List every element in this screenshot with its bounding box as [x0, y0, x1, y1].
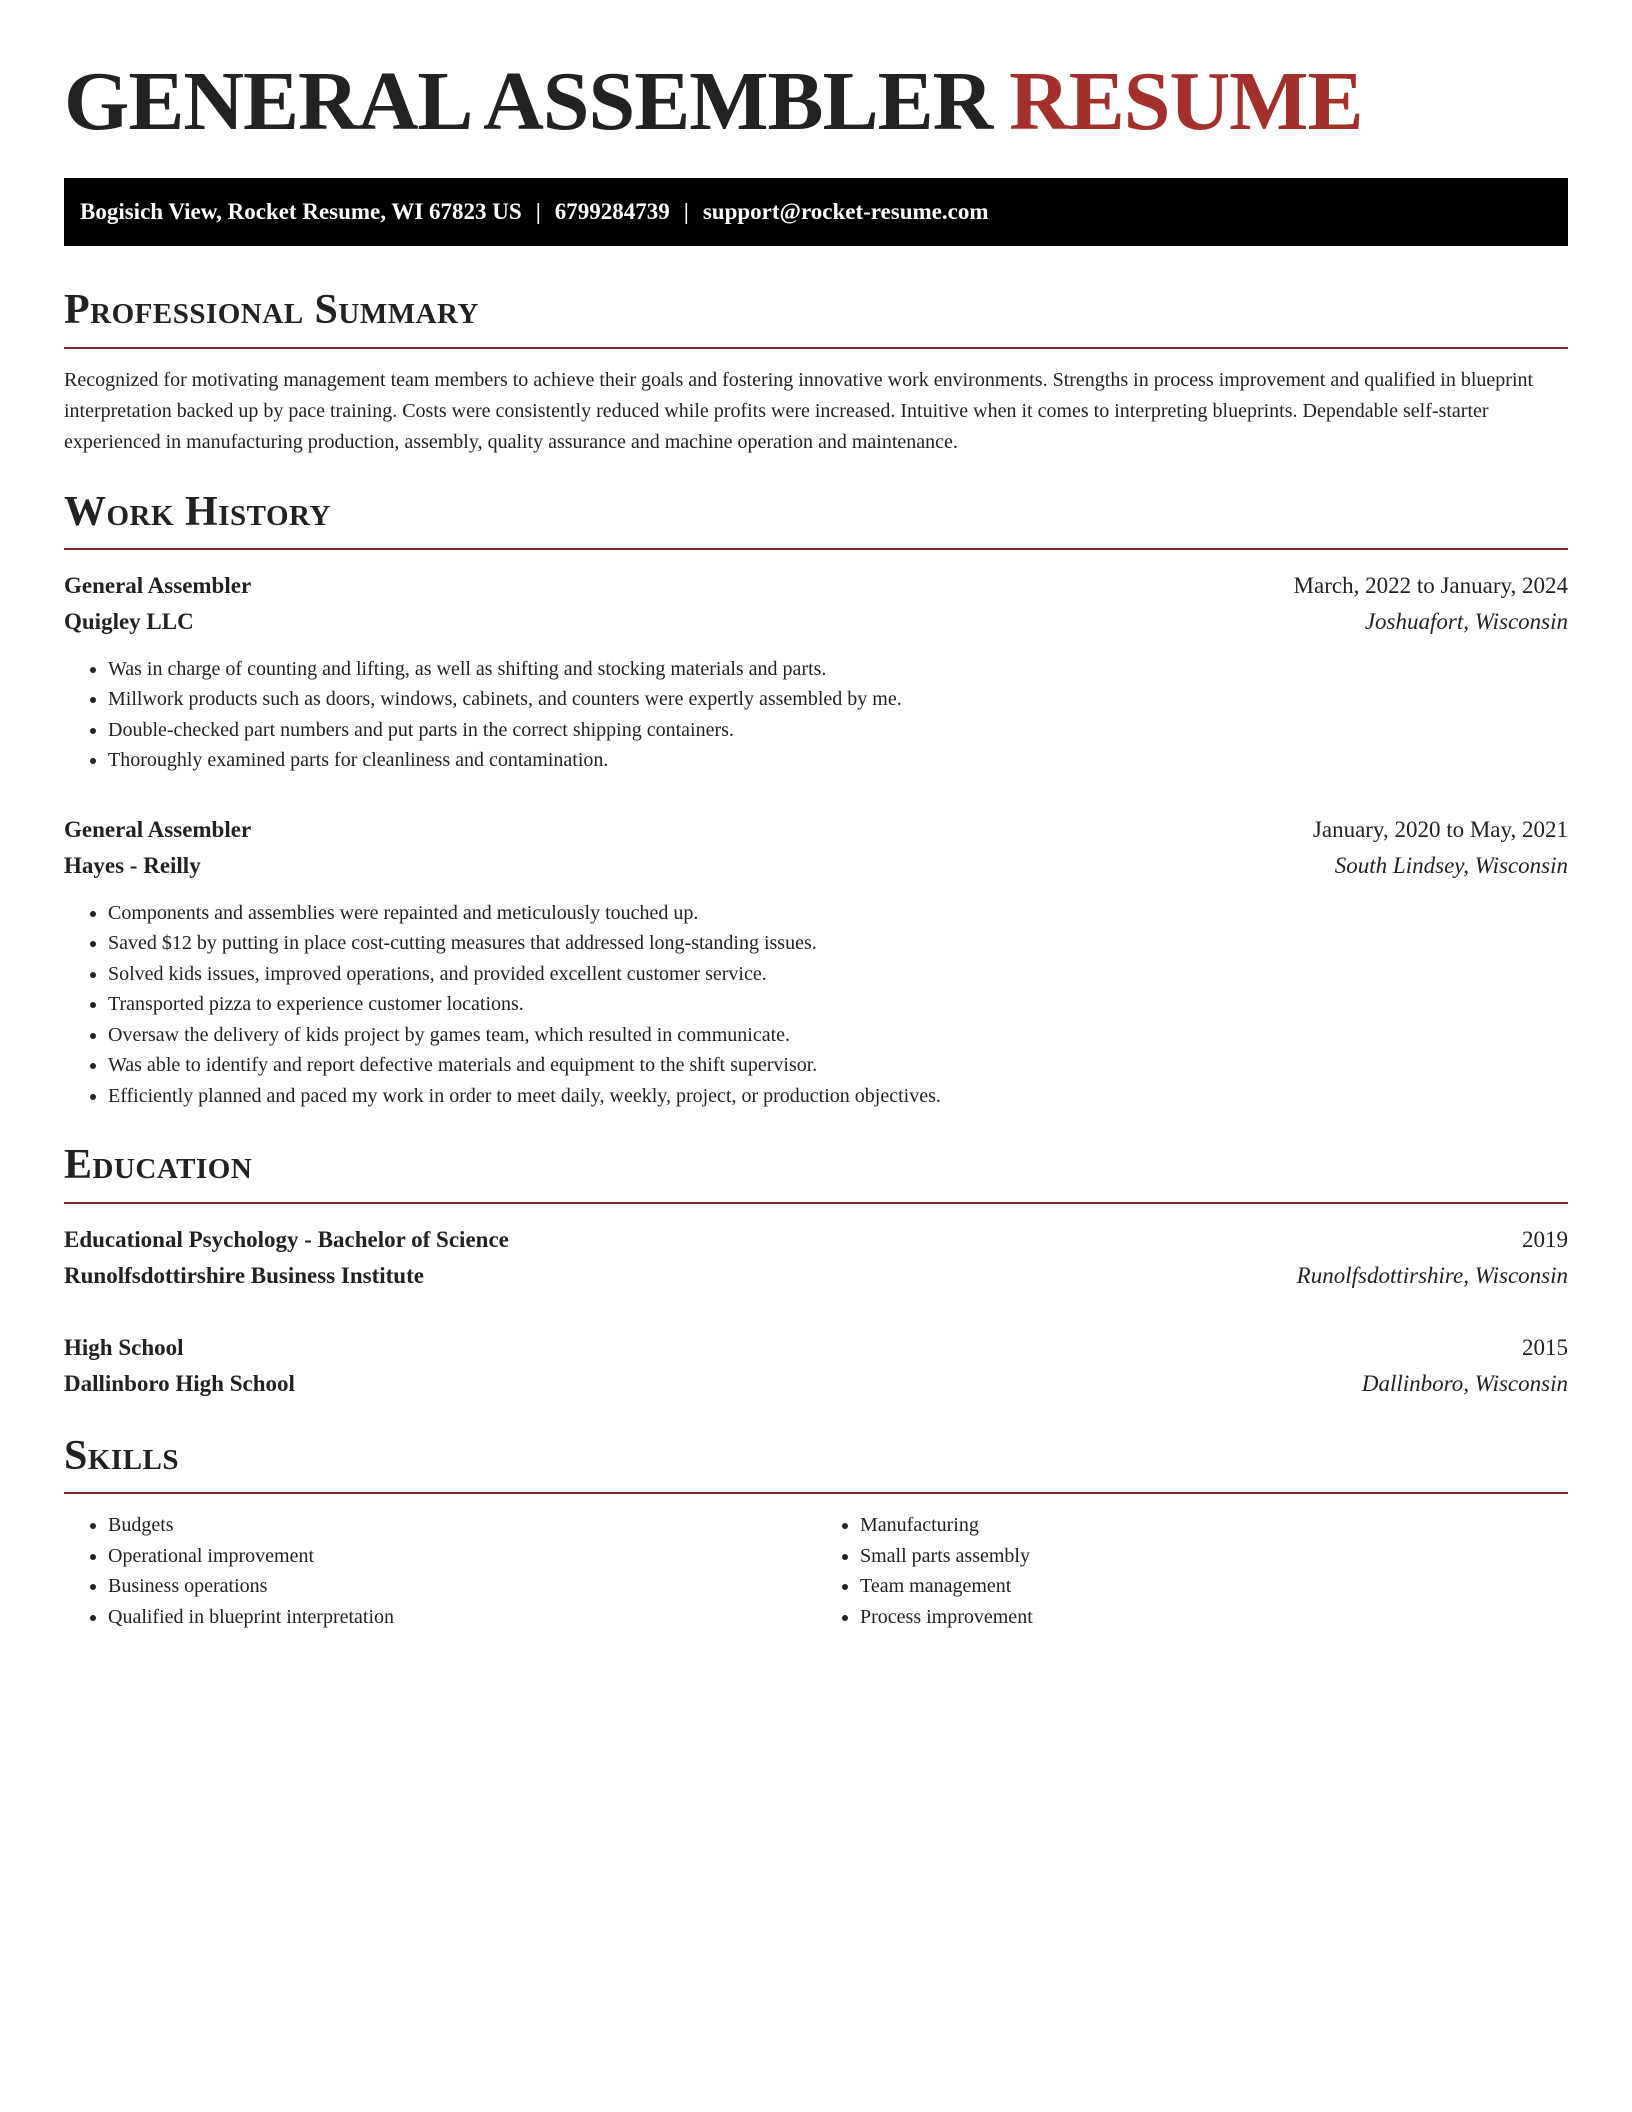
skill-item: • Manufacturing	[860, 1510, 1568, 1541]
job-bullets	[64, 654, 1568, 776]
job-location: Joshuafort, Wisconsin	[1364, 608, 1568, 634]
education-location: Dallinboro, Wisconsin	[1361, 1370, 1568, 1396]
list-item: • Components and assemblies were repainted and meticulously touched up.	[108, 898, 1568, 929]
skill-item: • Small parts assembly	[860, 1541, 1568, 1572]
education-year: 2019	[1522, 1226, 1568, 1252]
skills-columns	[64, 1510, 1568, 1632]
work-history-section	[64, 488, 1568, 1112]
job-company: Hayes - Reilly	[64, 852, 201, 878]
list-item: • Double-checked part numbers and put parts in the correct shipping containers.	[108, 715, 1568, 746]
job-title: General Assembler	[64, 816, 252, 842]
contact-email: support@rocket-resume.com	[702, 199, 989, 225]
contact-separator: |	[683, 199, 689, 225]
job-list	[64, 568, 1568, 1112]
list-item: • Oversaw the delivery of kids project by games team, which resulted in communicate.	[108, 1020, 1568, 1051]
job-company: Quigley LLC	[64, 608, 194, 634]
list-item: • Transported pizza to experience customer locations.	[108, 989, 1568, 1020]
job-dates: January, 2020 to May, 2021	[1312, 816, 1568, 842]
contact-separator: |	[535, 199, 541, 225]
skill-item: • Team management	[860, 1571, 1568, 1602]
skill-item: • Budgets	[108, 1510, 816, 1541]
section-divider	[64, 1492, 1568, 1494]
education-school-row	[64, 1258, 1568, 1294]
section-divider	[64, 347, 1568, 349]
education-degree-row	[64, 1330, 1568, 1366]
job-title: General Assembler	[64, 572, 252, 598]
job-location: South Lindsey, Wisconsin	[1334, 852, 1568, 878]
education-list	[64, 1222, 1568, 1402]
education-section	[64, 1141, 1568, 1401]
contact-address: Bogisich View, Rocket Resume, WI 67823 US	[80, 199, 522, 225]
work-history-heading: Work History	[64, 488, 331, 535]
title-accent: RESUME	[1009, 55, 1363, 148]
summary-heading: Professional Summary	[64, 287, 479, 334]
job-company-row	[64, 604, 1568, 640]
education-degree: High School	[64, 1334, 184, 1360]
list-item: • Millwork products such as doors, windows, cabinets, and counters were expertly assembled by me.	[108, 684, 1568, 715]
summary-text: Recognized for motivating management team members to achieve their goals and fostering innovative work environments. Strengths in process improvement and qualified in blueprint interpretation backed up by pace training. Costs were consistently reduced while profits were increased. Intuitive when it comes to interpreting blueprints. Dependable self-starter experienced in manufacturing production, assembly, quality assurance and machine operation and maintenance.	[64, 368, 1534, 453]
job-header-row	[64, 812, 1568, 848]
list-item: • Was in charge of counting and lifting, as well as shifting and stocking materials and parts.	[108, 654, 1568, 685]
list-item: • Efficiently planned and paced my work in order to meet daily, weekly, project, or production objectives.	[108, 1081, 1568, 1112]
list-item: • Was able to identify and report defective materials and equipment to the shift supervisor.	[108, 1050, 1568, 1081]
job-company-row	[64, 848, 1568, 884]
skills-left-list	[64, 1510, 816, 1632]
job-header-row	[64, 568, 1568, 604]
skill-item: • Process improvement	[860, 1602, 1568, 1633]
skills-heading: Skills	[64, 1432, 180, 1479]
skill-item: • Operational improvement	[108, 1541, 816, 1572]
education-entry	[64, 1330, 1568, 1402]
education-location: Runolfsdottirshire, Wisconsin	[1296, 1262, 1568, 1288]
job-bullets	[64, 898, 1568, 1112]
skill-item: • Business operations	[108, 1571, 816, 1602]
contact-bar	[64, 178, 1568, 246]
list-item: • Saved $12 by putting in place cost-cutting measures that addressed long-standing issues.	[108, 928, 1568, 959]
education-year: 2015	[1522, 1334, 1568, 1360]
education-school-row	[64, 1366, 1568, 1402]
section-divider	[64, 548, 1568, 550]
education-degree-row	[64, 1222, 1568, 1258]
section-divider	[64, 1202, 1568, 1204]
education-degree: Educational Psychology - Bachelor of Science	[64, 1226, 509, 1252]
list-item: • Solved kids issues, improved operations, and provided excellent customer service.	[108, 959, 1568, 990]
education-entry	[64, 1222, 1568, 1294]
contact-phone: 6799284739	[554, 199, 670, 225]
job-dates: March, 2022 to January, 2024	[1293, 572, 1568, 598]
skills-right-list	[816, 1510, 1568, 1632]
education-school: Runolfsdottirshire Business Institute	[64, 1262, 424, 1288]
skills-section	[64, 1432, 1568, 1632]
job-entry	[64, 568, 1568, 776]
title-main: GENERAL ASSEMBLER	[64, 55, 993, 148]
skill-item: • Qualified in blueprint interpretation	[108, 1602, 816, 1633]
education-school: Dallinboro High School	[64, 1370, 295, 1396]
education-heading: Education	[64, 1142, 253, 1189]
list-item: • Thoroughly examined parts for cleanliness and contamination.	[108, 745, 1568, 776]
resume-title	[64, 56, 1568, 148]
job-entry	[64, 812, 1568, 1112]
summary-section	[64, 286, 1568, 457]
